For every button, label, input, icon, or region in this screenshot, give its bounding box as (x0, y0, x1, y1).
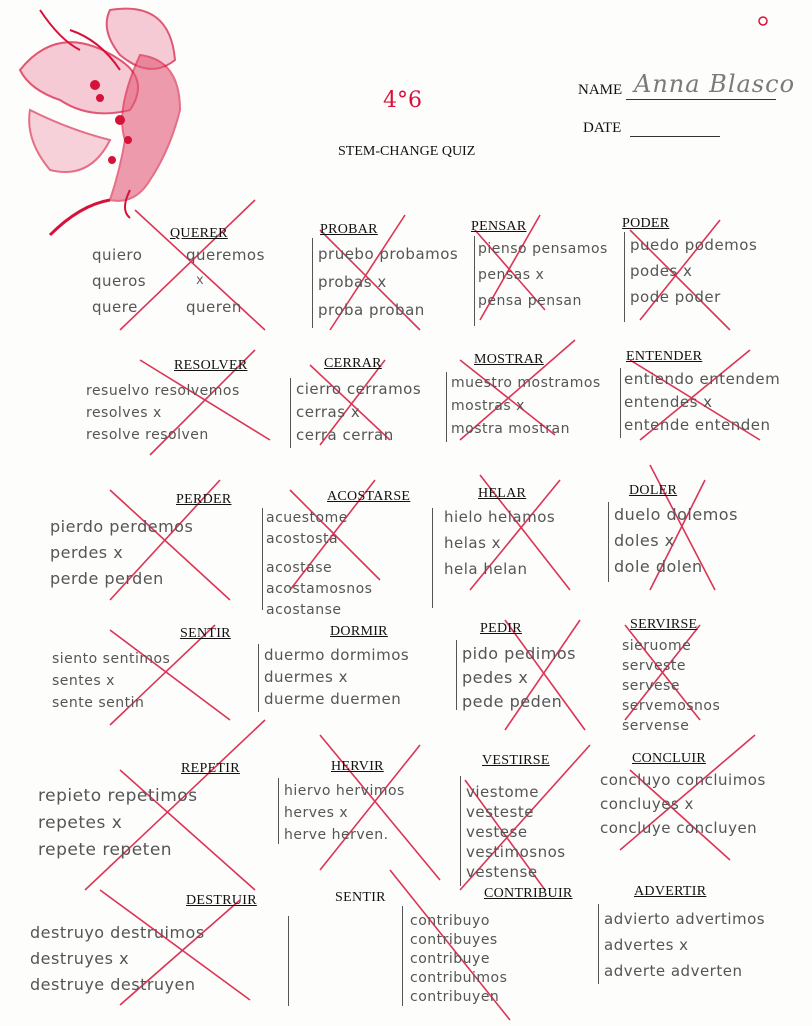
date-label: DATE (583, 120, 622, 136)
verb-label: REPETIR (181, 761, 240, 776)
answer-block: siento sentimos sentes x sente sentin (52, 651, 171, 711)
verb-label: RESOLVER (174, 358, 248, 373)
verb-label: HERVIR (331, 759, 384, 774)
answer-block: resuelvo resolvemos resolves x resolve resolven (86, 383, 240, 443)
verb-label: QUERER (170, 226, 228, 241)
answer-block: pienso pensamos pensas x pensa pensan (478, 241, 608, 309)
verb-label: ENTENDER (626, 349, 703, 364)
answer-block: sieruome serveste servese servemosnos servense (622, 638, 721, 734)
answer-block: queremos x queren (186, 246, 265, 316)
answer-block: advierto advertimos advertes x adverte adverten (604, 910, 766, 980)
verb-label: ACOSTARSE (327, 489, 411, 504)
answer-block: puedo podemos podes x pode poder (630, 236, 758, 306)
name-label: NAME (578, 82, 623, 98)
verb-label: CONTRIBUIR (484, 886, 573, 901)
verb-label: DESTRUIR (186, 893, 257, 908)
answer-block: muestro mostramos mostras x mostra mostran (451, 375, 601, 437)
answer-block: duelo dolemos doles x dole dolen (614, 505, 738, 576)
fairy-doodle-icon (20, 9, 180, 235)
verb-label: MOSTRAR (474, 352, 544, 367)
quiz-title: STEM-CHANGE QUIZ (338, 144, 476, 159)
answer-block: pierdo perdemos perdes x perde perden (50, 517, 194, 588)
answer-block: contribuyo contribuyes contribuye contribuimos contribuyen (410, 913, 508, 1005)
name-line (626, 99, 776, 100)
answer-block: destruyo destruimos destruyes x destruye destruyen (30, 923, 205, 994)
answer-block: quiero queros quere (92, 246, 147, 316)
verb-label: SENTIR (180, 626, 231, 641)
answer-block: pruebo probamos probas x proba proban (318, 245, 459, 319)
verb-label: SERVIRSE (630, 617, 698, 632)
answer-block: duermo dormimos duermes x duerme duermen (264, 646, 410, 708)
verb-label: ADVERTIR (634, 884, 707, 899)
verb-label: DORMIR (330, 624, 388, 639)
name-value: Anna Blasco (634, 70, 796, 98)
verb-label: PODER (622, 216, 670, 231)
answer-block: repieto repetimos repetes x repete repeten (38, 786, 198, 860)
verb-label: CERRAR (324, 356, 382, 371)
answer-block: pido pedimos pedes x pede peden (462, 644, 576, 711)
score-mark: 4°6 (383, 88, 422, 113)
date-line (630, 136, 720, 137)
answer-block: cierro cerramos cerras x cerra cerran (296, 380, 422, 444)
verb-label: CONCLUIR (632, 751, 706, 766)
verb-label: PROBAR (320, 222, 378, 237)
answer-block: hielo helamos helas x hela helan (444, 508, 556, 578)
answer-block: entiendo entendem entendes x entende entenden (624, 370, 781, 434)
answer-block: viestome vesteste vestese vestimosnos vestense (466, 783, 566, 881)
answer-block: acuestome acostosta acostase acostamosnos acostanse (266, 510, 373, 618)
verb-label: PEDIR (480, 621, 522, 636)
verb-label: PENSAR (471, 219, 527, 234)
verb-label: VESTIRSE (482, 753, 550, 768)
answer-block: concluyo concluimos concluyes x concluye concluyen (600, 771, 766, 837)
answer-block: hiervo hervimos herves x herve herven. (284, 783, 405, 843)
verb-label: DOLER (629, 483, 678, 498)
verb-label: PERDER (176, 492, 232, 507)
verb-label: HELAR (478, 486, 527, 501)
verb-label: SENTIR (335, 890, 386, 905)
